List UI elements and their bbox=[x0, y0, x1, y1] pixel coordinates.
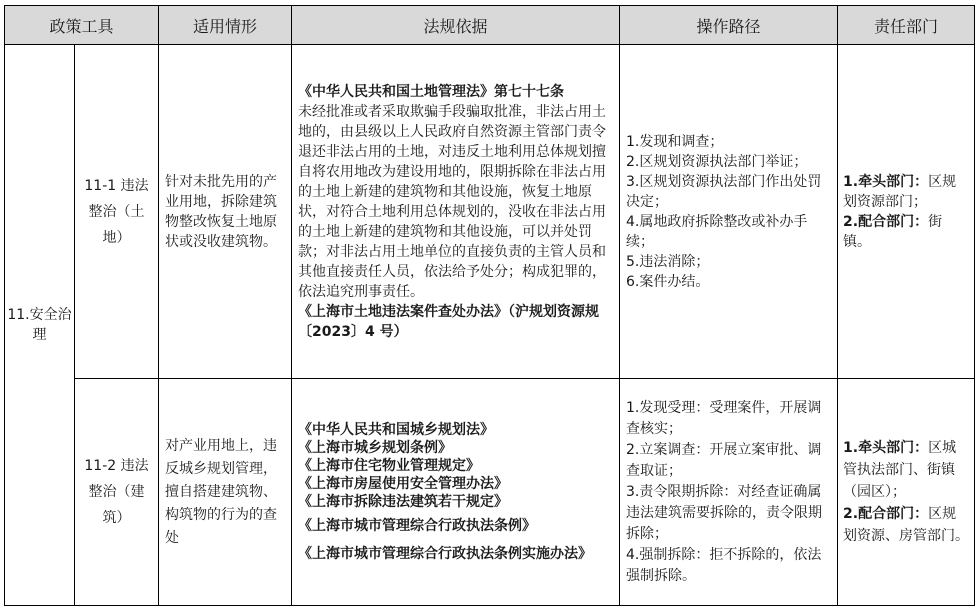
header-case: 适用情形 bbox=[159, 6, 292, 45]
law-title: 《中华人民共和国土地管理法》第七十七条 bbox=[298, 83, 565, 100]
law-title: 《上海市城乡规划条例》 bbox=[298, 440, 453, 456]
sub-tool-cell: 11-1 违法整治（土地） bbox=[75, 45, 159, 379]
ops-step: 3.区规划资源执法部门作出处罚决定； bbox=[626, 173, 822, 210]
ops-cell bbox=[620, 379, 838, 606]
law-title: 《中华人民共和国城乡规划法》 bbox=[298, 422, 495, 438]
law-title: 《上海市土地违法案件查处办法》（沪规划资源规〔2023〕4 号） bbox=[298, 303, 600, 340]
ops-step: 1.发现受理：受理案件，开展调查核实； bbox=[626, 399, 822, 437]
header-ops: 操作路径 bbox=[620, 6, 838, 45]
policy-table bbox=[4, 5, 975, 606]
ops-step: 1.发现和调查； bbox=[626, 133, 724, 150]
law-title: 《上海市城市管理综合行政执法条例》 bbox=[298, 518, 537, 534]
table-row bbox=[5, 379, 975, 606]
law-title: 《上海市住宅物业管理规定》 bbox=[298, 458, 481, 474]
dept-coop-value: 街镇。 bbox=[843, 213, 943, 250]
law-title: 《上海市城市管理综合行政执法条例实施办法》 bbox=[298, 546, 593, 562]
dept-lead-label: 1.牵头部门： bbox=[843, 173, 929, 190]
dept-cell bbox=[838, 45, 975, 379]
dept-coop-label: 2.配合部门： bbox=[843, 213, 929, 230]
header-law: 法规依据 bbox=[292, 6, 620, 45]
tool-cell: 11.安全治理 bbox=[5, 45, 75, 606]
dept-lead-value: 区城管执法部门、街镇（园区）； bbox=[843, 440, 957, 500]
law-cell bbox=[292, 45, 620, 379]
dept-coop bbox=[843, 212, 969, 252]
law-body: 未经批准或者采取欺骗手段骗取批准，非法占用土地的，由县级以上人民政府自然资源主管部门责令退还非法占用的土地，对违反土地利用总体规划擅自将农用地改为建设用地的，限期拆除在非法占用的土地上新建的建筑物和其他设施，恢复土地原状，对符合土地利用总体规划的，没收在非法占用的土地上新建的建筑物和其他设施，可以并处罚款；对非法占用土地单位的直接负责的主管人员和其他直接责任人员，依法给予处分；构成犯罪的，依法追究刑事责任。 bbox=[298, 103, 607, 300]
sub-tool-cell: 11-2 违法整治（建筑） bbox=[75, 379, 159, 606]
ops-step: 4.强制拆除：拒不拆除的，依法强制拆除。 bbox=[626, 546, 822, 584]
dept-coop-label: 2.配合部门： bbox=[843, 506, 929, 522]
ops-step: 2.区规划资源执法部门举证； bbox=[626, 153, 808, 170]
ops-step: 6.案件办结。 bbox=[626, 273, 710, 290]
header-tool: 政策工具 bbox=[5, 6, 159, 45]
ops-step: 5.违法消除； bbox=[626, 253, 710, 270]
dept-lead-value: 区规划资源部门； bbox=[843, 173, 957, 210]
dept-cell bbox=[838, 379, 975, 606]
dept-lead-label: 1.牵头部门： bbox=[843, 440, 929, 456]
law-title: 《上海市房屋使用安全管理办法》 bbox=[298, 476, 509, 492]
dept-coop bbox=[843, 503, 969, 547]
ops-step: 3.责令限期拆除：对经查证确属违法建筑需要拆除的，责令限期拆除； bbox=[626, 483, 823, 542]
header-dept: 责任部门 bbox=[838, 6, 975, 45]
dept-lead bbox=[843, 172, 969, 212]
ops-step: 2.立案调查：开展立案审批、调查取证； bbox=[626, 441, 822, 479]
case-cell: 对产业用地上，违反城乡规划管理，擅自搭建建筑物、构筑物的行为的查处 bbox=[159, 379, 292, 606]
dept-lead bbox=[843, 437, 969, 503]
law-title: 《上海市拆除违法建筑若干规定》 bbox=[298, 494, 509, 510]
ops-step: 4.属地政府拆除整改或补办手续； bbox=[626, 213, 808, 250]
law-cell bbox=[292, 379, 620, 606]
case-cell: 针对未批先用的产业用地，拆除建筑物整改恢复土地原状或没收建筑物。 bbox=[159, 45, 292, 379]
header-row bbox=[5, 6, 975, 45]
table-row bbox=[5, 45, 975, 379]
dept-coop-value: 区规划资源、房管部门。 bbox=[843, 506, 970, 544]
ops-cell bbox=[620, 45, 838, 379]
